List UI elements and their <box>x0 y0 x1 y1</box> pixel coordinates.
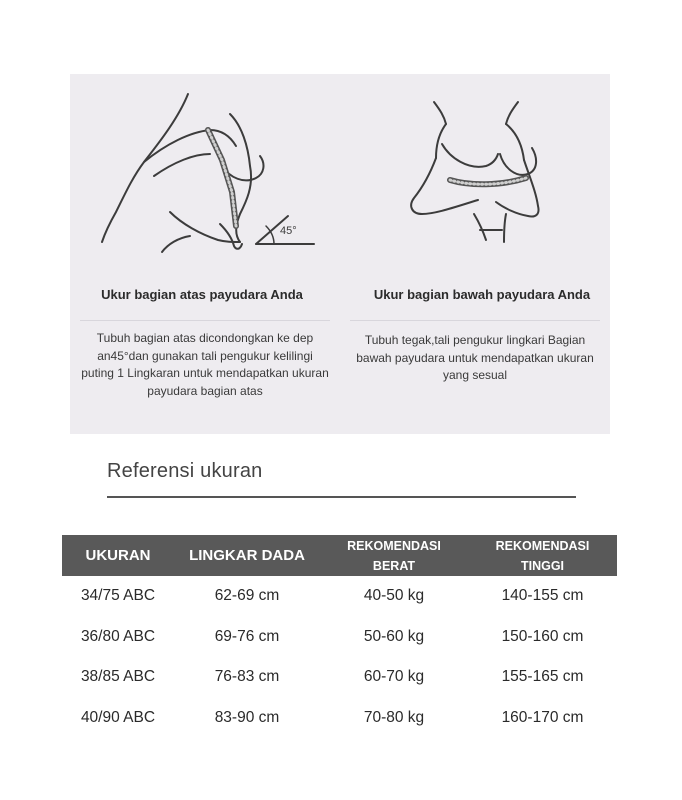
header-weight: REKOMENDASI BERAT <box>320 535 468 576</box>
divider <box>80 320 330 321</box>
cell-weight: 60-70 kg <box>363 668 425 686</box>
divider <box>350 320 600 321</box>
table-row <box>62 617 617 658</box>
cell-size: 34/75 ABC <box>80 587 156 605</box>
table-header-row <box>62 535 617 576</box>
table-row <box>62 657 617 698</box>
cell-chest: 62-69 cm <box>214 587 280 605</box>
header-size: UKURAN <box>62 535 174 576</box>
size-table <box>62 535 617 738</box>
upper-bust-title: Ukur bagian atas payudara Anda <box>101 287 303 302</box>
cell-weight: 70-80 kg <box>363 708 425 726</box>
cell-size: 40/90 ABC <box>80 708 156 726</box>
reference-underline <box>107 496 576 498</box>
angle-label: 45° <box>280 225 297 237</box>
cell-weight: 50-60 kg <box>363 627 425 645</box>
cell-chest: 83-90 cm <box>214 708 280 726</box>
header-chest: LINGKAR DADA <box>174 535 320 576</box>
cell-size: 38/85 ABC <box>80 668 156 686</box>
under-bust-description: Tubuh tegak,tali pengukur lingkari Bagian bawah payudara untuk mendapatkan ukuran yang sesual <box>356 333 594 382</box>
cell-height: 155-165 cm <box>501 668 584 686</box>
cell-weight: 40-50 kg <box>363 587 425 605</box>
cell-size: 36/80 ABC <box>80 627 156 645</box>
reference-title: Referensi ukuran <box>107 460 263 482</box>
header-height: REKOMENDASI TINGGI <box>468 535 617 576</box>
cell-chest: 69-76 cm <box>214 627 280 645</box>
measurement-guide-panel <box>70 74 610 434</box>
under-bust-title: Ukur bagian bawah payudara Anda <box>373 287 591 302</box>
table-row <box>62 576 617 617</box>
upper-bust-description: Tubuh bagian atas dicondongkan ke dep an45°dan gunakan tali pengukur kelilingi puting 1 Lingkaran untuk mendapatkan ukuran payudara bagian atas <box>81 331 329 398</box>
cell-height: 140-155 cm <box>501 587 584 605</box>
cell-chest: 76-83 cm <box>214 668 280 686</box>
cell-height: 160-170 cm <box>501 708 584 726</box>
cell-height: 150-160 cm <box>501 627 584 645</box>
table-row <box>62 698 617 739</box>
